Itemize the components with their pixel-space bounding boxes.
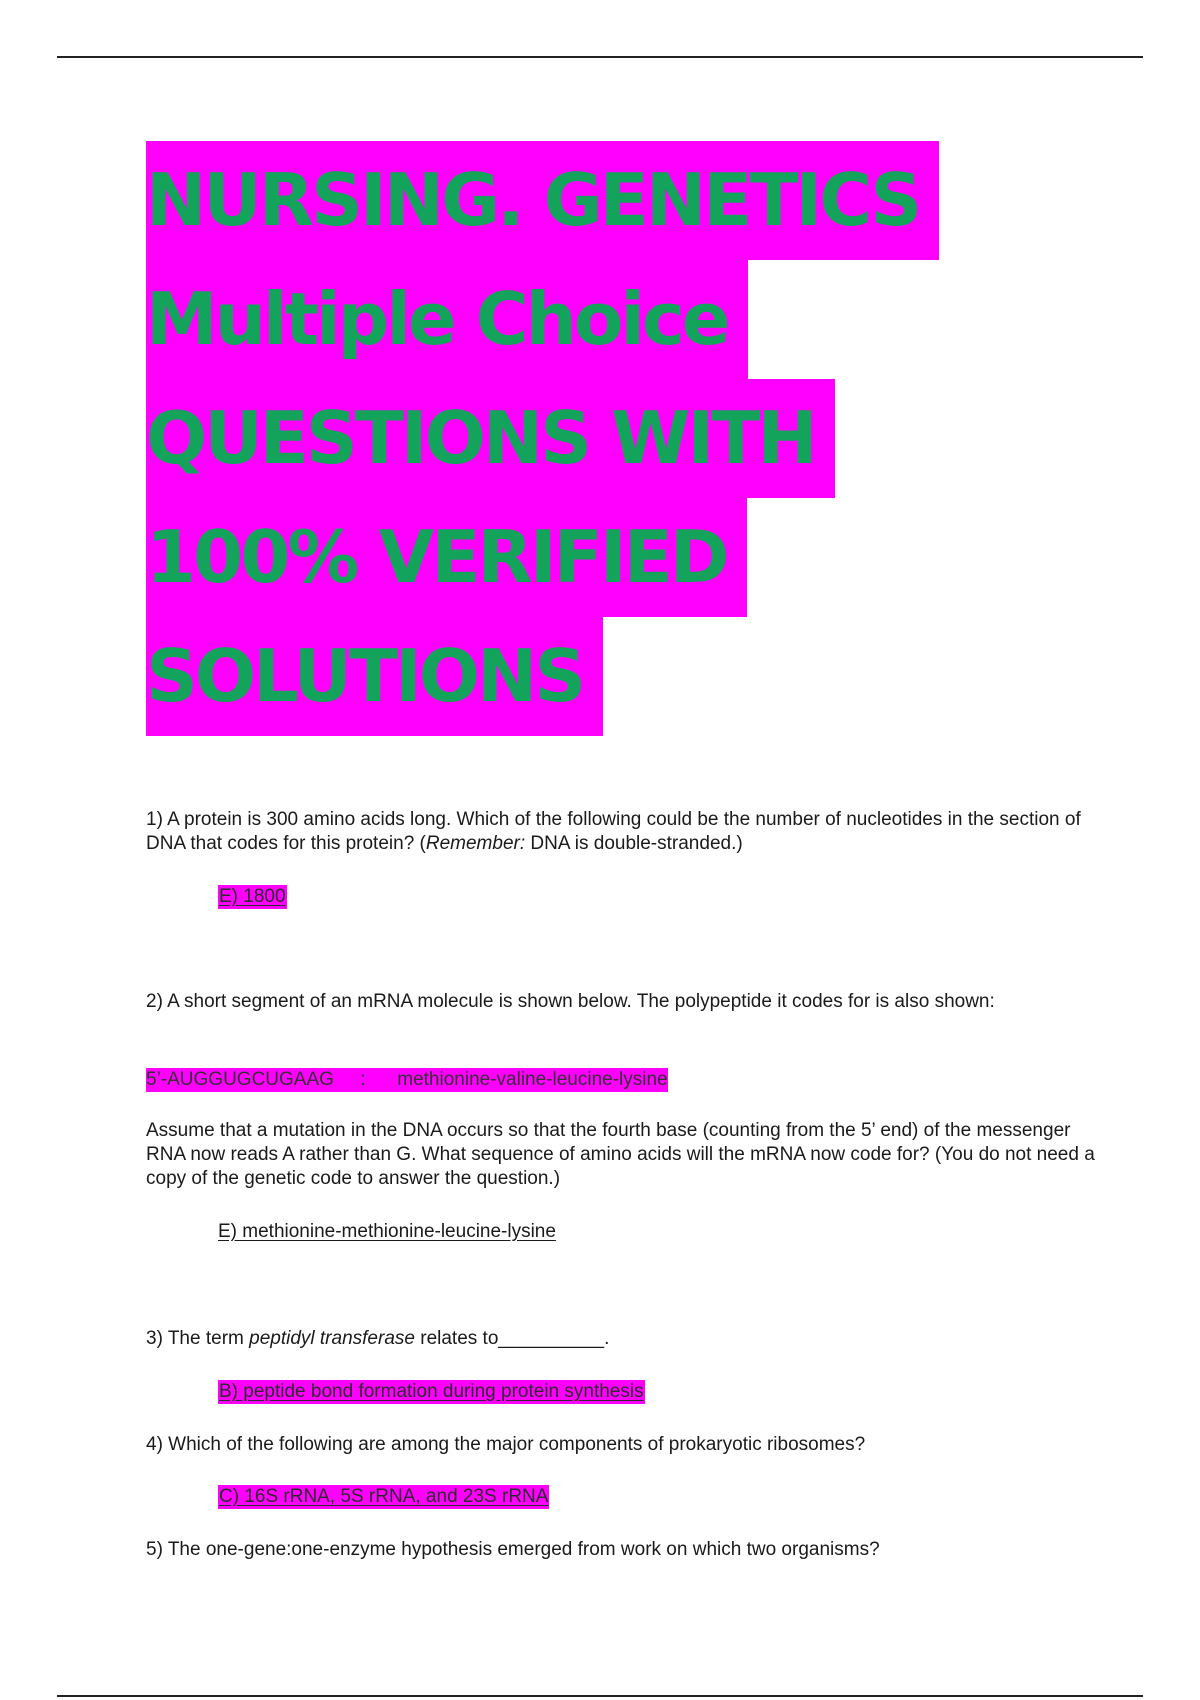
question-4: 4) Which of the following are among the major components of prokaryotic ribosomes? — [146, 1434, 866, 1455]
question-1: 1) A protein is 300 amino acids long. Which of the following could be the number of nucleotides in the section of DNA that codes for this protein? (Remember: DNA is double-stranded.) — [146, 809, 1081, 854]
title-line-4: 100% VERIFIED — [146, 498, 939, 617]
question-3: 3) The term peptidyl transferase relates to__________. — [146, 1328, 610, 1349]
answer-1: E) 1800 — [219, 886, 286, 907]
question-2-followup: Assume that a mutation in the DNA occurs so that the fourth base (counting from the 5’ end) of the messenger RNA now reads A rather than G. What sequence of amino acids will the mRNA now code for? (You do not need a copy of the genetic code to answer the question.) — [146, 1120, 1095, 1189]
question-3-emphasis: peptidyl transferase — [249, 1328, 415, 1349]
title-line-5: SOLUTIONS — [146, 617, 939, 736]
answer-2: E) methionine-methionine-leucine-lysine — [218, 1221, 556, 1242]
top-rule — [57, 56, 1143, 58]
title-line-3: QUESTIONS WITH — [146, 379, 939, 498]
question-1-emphasis: Remember: — [425, 833, 526, 854]
question-5: 5) The one-gene:one-enzyme hypothesis emerged from work on which two organisms? — [146, 1539, 880, 1560]
title-line-1: NURSING. GENETICS — [146, 141, 939, 260]
answer-4: C) 16S rRNA, 5S rRNA, and 23S rRNA — [219, 1486, 549, 1507]
title-line-2: Multiple Choice — [146, 260, 939, 379]
mrna-sequence: 5’-AUGGUGCUGAAG : methionine-valine-leucine-lysine — [146, 1069, 668, 1090]
question-2: 2) A short segment of an mRNA molecule is shown below. The polypeptide it codes for is also shown: — [146, 991, 995, 1012]
bottom-rule — [57, 1695, 1143, 1697]
answer-3: B) peptide bond formation during protein synthesis — [219, 1381, 644, 1402]
document-title — [146, 141, 939, 736]
